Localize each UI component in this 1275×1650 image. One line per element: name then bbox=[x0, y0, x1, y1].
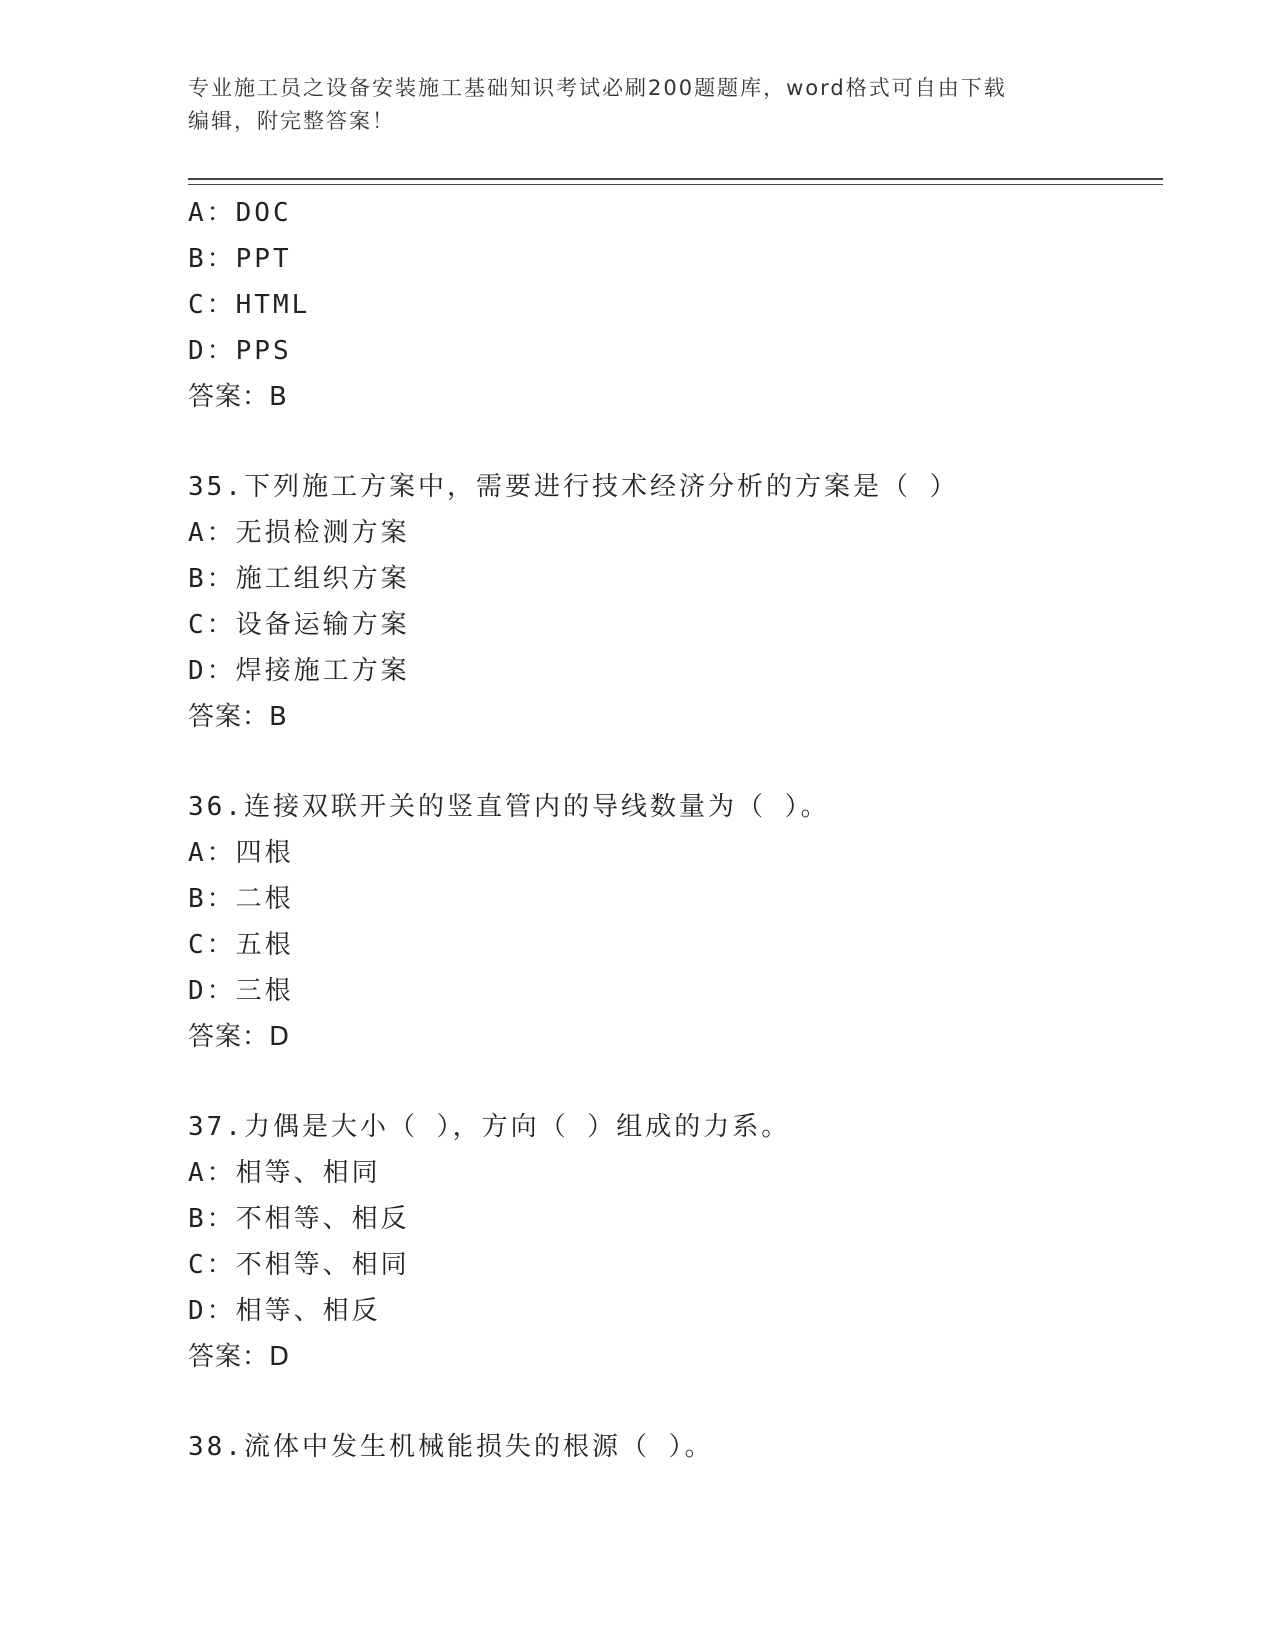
option-a: A：DOC bbox=[188, 198, 292, 228]
question-block-38 bbox=[188, 1424, 1168, 1470]
option-c: C：不相等、相同 bbox=[188, 1250, 410, 1280]
option-b: B：二根 bbox=[188, 884, 294, 914]
question-spacer bbox=[188, 1060, 1168, 1104]
question-text: 38.流体中发生机械能损失的根源（ ）。 bbox=[188, 1432, 714, 1462]
question-spacer bbox=[188, 1380, 1168, 1424]
question-block-37 bbox=[188, 1104, 1168, 1380]
answer-line: 答案：D bbox=[188, 1022, 291, 1052]
header-title-line2: 编辑，附完整答案！ bbox=[188, 109, 395, 133]
header-divider-thick bbox=[188, 178, 1163, 180]
answer-line: 答案：D bbox=[188, 1342, 291, 1372]
header-divider-thin bbox=[188, 184, 1163, 185]
option-a: A：相等、相同 bbox=[188, 1158, 381, 1188]
document-header bbox=[188, 72, 1088, 138]
question-text: 36.连接双联开关的竖直管内的导线数量为（ ）。 bbox=[188, 792, 830, 822]
answer-line: 答案：B bbox=[188, 702, 288, 732]
header-title-line1: 专业施工员之设备安装施工基础知识考试必刷200题题库，word格式可自由下载 bbox=[188, 76, 1007, 100]
question-list bbox=[188, 190, 1168, 1470]
option-c: C：五根 bbox=[188, 930, 294, 960]
question-text: 35.下列施工方案中，需要进行技术经济分析的方案是（ ） bbox=[188, 472, 959, 502]
option-d: D：PPS bbox=[188, 336, 292, 366]
option-c: C：设备运输方案 bbox=[188, 610, 410, 640]
option-d: D：相等、相反 bbox=[188, 1296, 381, 1326]
question-spacer bbox=[188, 420, 1168, 464]
answer-line: 答案：B bbox=[188, 382, 288, 412]
option-d: D：焊接施工方案 bbox=[188, 656, 410, 686]
option-b: B：PPT bbox=[188, 244, 292, 274]
question-block-35 bbox=[188, 464, 1168, 740]
option-b: B：施工组织方案 bbox=[188, 564, 410, 594]
option-b: B：不相等、相反 bbox=[188, 1204, 410, 1234]
question-block-36 bbox=[188, 784, 1168, 1060]
option-c: C：HTML bbox=[188, 290, 311, 320]
option-a: A：四根 bbox=[188, 838, 294, 868]
question-spacer bbox=[188, 740, 1168, 784]
option-a: A：无损检测方案 bbox=[188, 518, 410, 548]
option-d: D：三根 bbox=[188, 976, 294, 1006]
question-block-34 bbox=[188, 190, 1168, 420]
question-text: 37.力偶是大小（ ），方向（ ）组成的力系。 bbox=[188, 1112, 791, 1142]
